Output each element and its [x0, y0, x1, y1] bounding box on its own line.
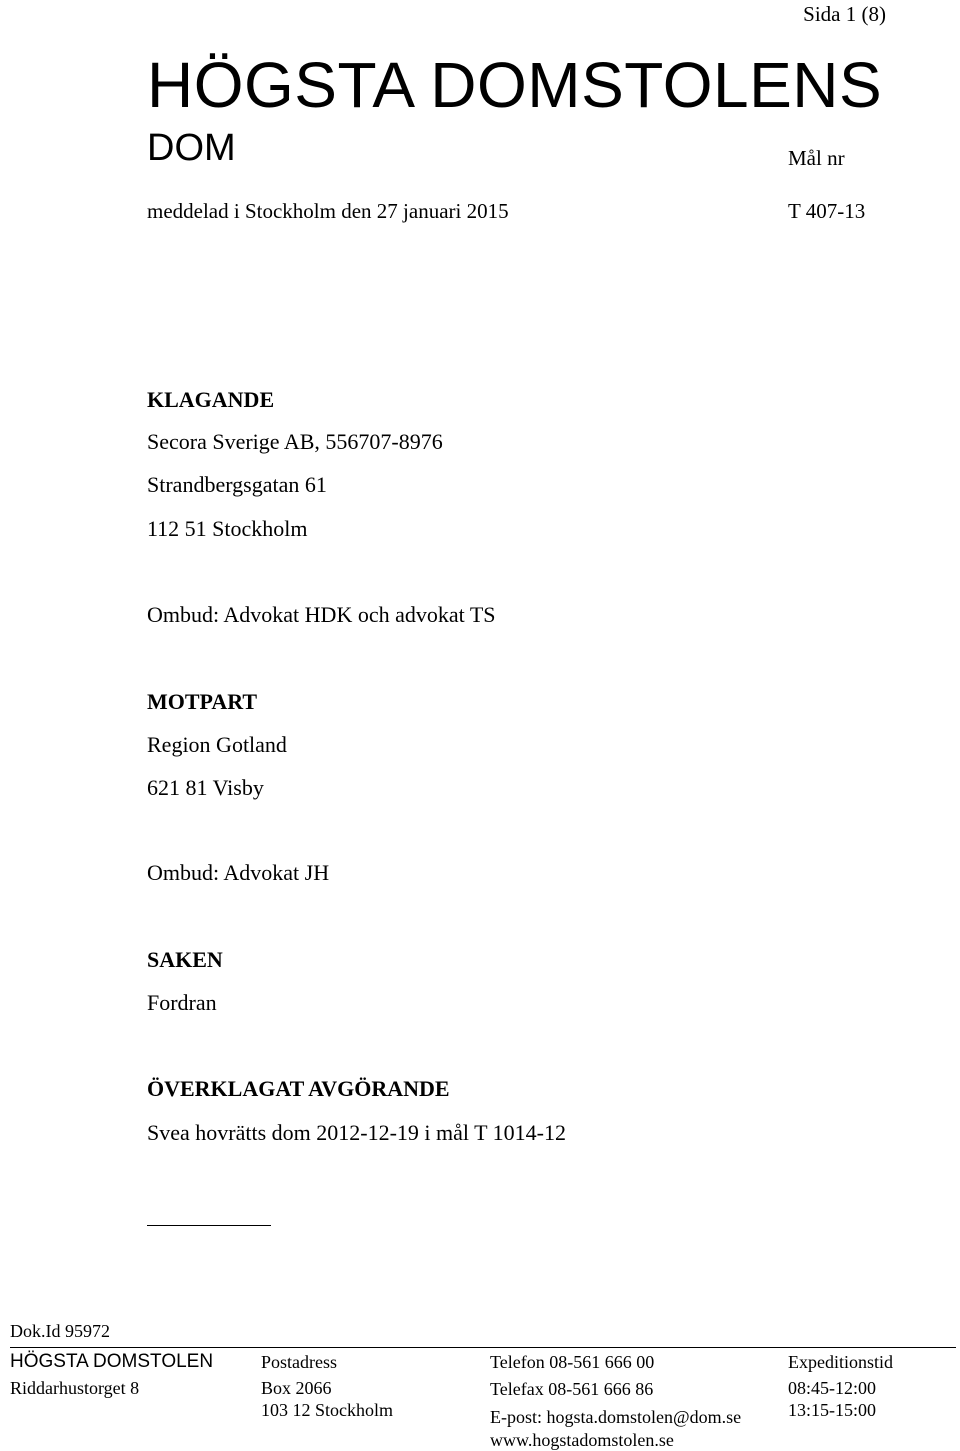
issued-date: meddelad i Stockholm den 27 januari 2015 [147, 199, 509, 223]
document-id: Dok.Id 95972 [10, 1321, 110, 1341]
page-number: Sida 1 (8) [803, 2, 886, 26]
footer-postal-label: Postadress [261, 1352, 337, 1372]
footer-court: HÖGSTA DOMSTOLEN [10, 1351, 214, 1372]
appellant-name: Secora Sverige AB, 556707-8976 [147, 429, 443, 454]
footer-divider [10, 1347, 956, 1348]
footer-hours-morning: 08:45-12:00 [788, 1378, 876, 1398]
appellant-counsel: Ombud: Advokat HDK och advokat TS [147, 602, 496, 627]
matter-heading: SAKEN [147, 947, 223, 972]
respondent-counsel: Ombud: Advokat JH [147, 860, 330, 885]
footer-street: Riddarhustorget 8 [10, 1378, 140, 1398]
footer-postal-box: Box 2066 [261, 1378, 332, 1398]
footer-email: E-post: hogsta.domstolen@dom.se [490, 1407, 742, 1427]
respondent-name: Region Gotland [147, 732, 287, 757]
case-number: T 407-13 [788, 199, 866, 223]
appealed-text: Svea hovrätts dom 2012-12-19 i mål T 1014-12 [147, 1120, 566, 1145]
footer-website: www.hogstadomstolen.se [490, 1430, 674, 1450]
respondent-heading: MOTPART [147, 689, 258, 714]
appellant-street: Strandbergsgatan 61 [147, 472, 327, 497]
footer-hours-label: Expeditionstid [788, 1352, 893, 1372]
footer-fax: Telefax 08-561 666 86 [490, 1379, 654, 1399]
respondent-city: 621 81 Visby [147, 775, 264, 800]
appealed-heading: ÖVERKLAGAT AVGÖRANDE [147, 1076, 450, 1101]
section-divider [147, 1225, 271, 1226]
document-type: DOM [147, 127, 236, 169]
appellant-heading: KLAGANDE [147, 387, 275, 412]
matter-text: Fordran [147, 990, 217, 1015]
appellant-city: 112 51 Stockholm [147, 516, 308, 541]
footer-phone: Telefon 08-561 666 00 [490, 1352, 655, 1372]
footer-hours-afternoon: 13:15-15:00 [788, 1400, 876, 1420]
case-number-label: Mål nr [788, 146, 845, 170]
court-title: HÖGSTA DOMSTOLENS [147, 49, 883, 121]
footer-postal-city: 103 12 Stockholm [261, 1400, 394, 1420]
